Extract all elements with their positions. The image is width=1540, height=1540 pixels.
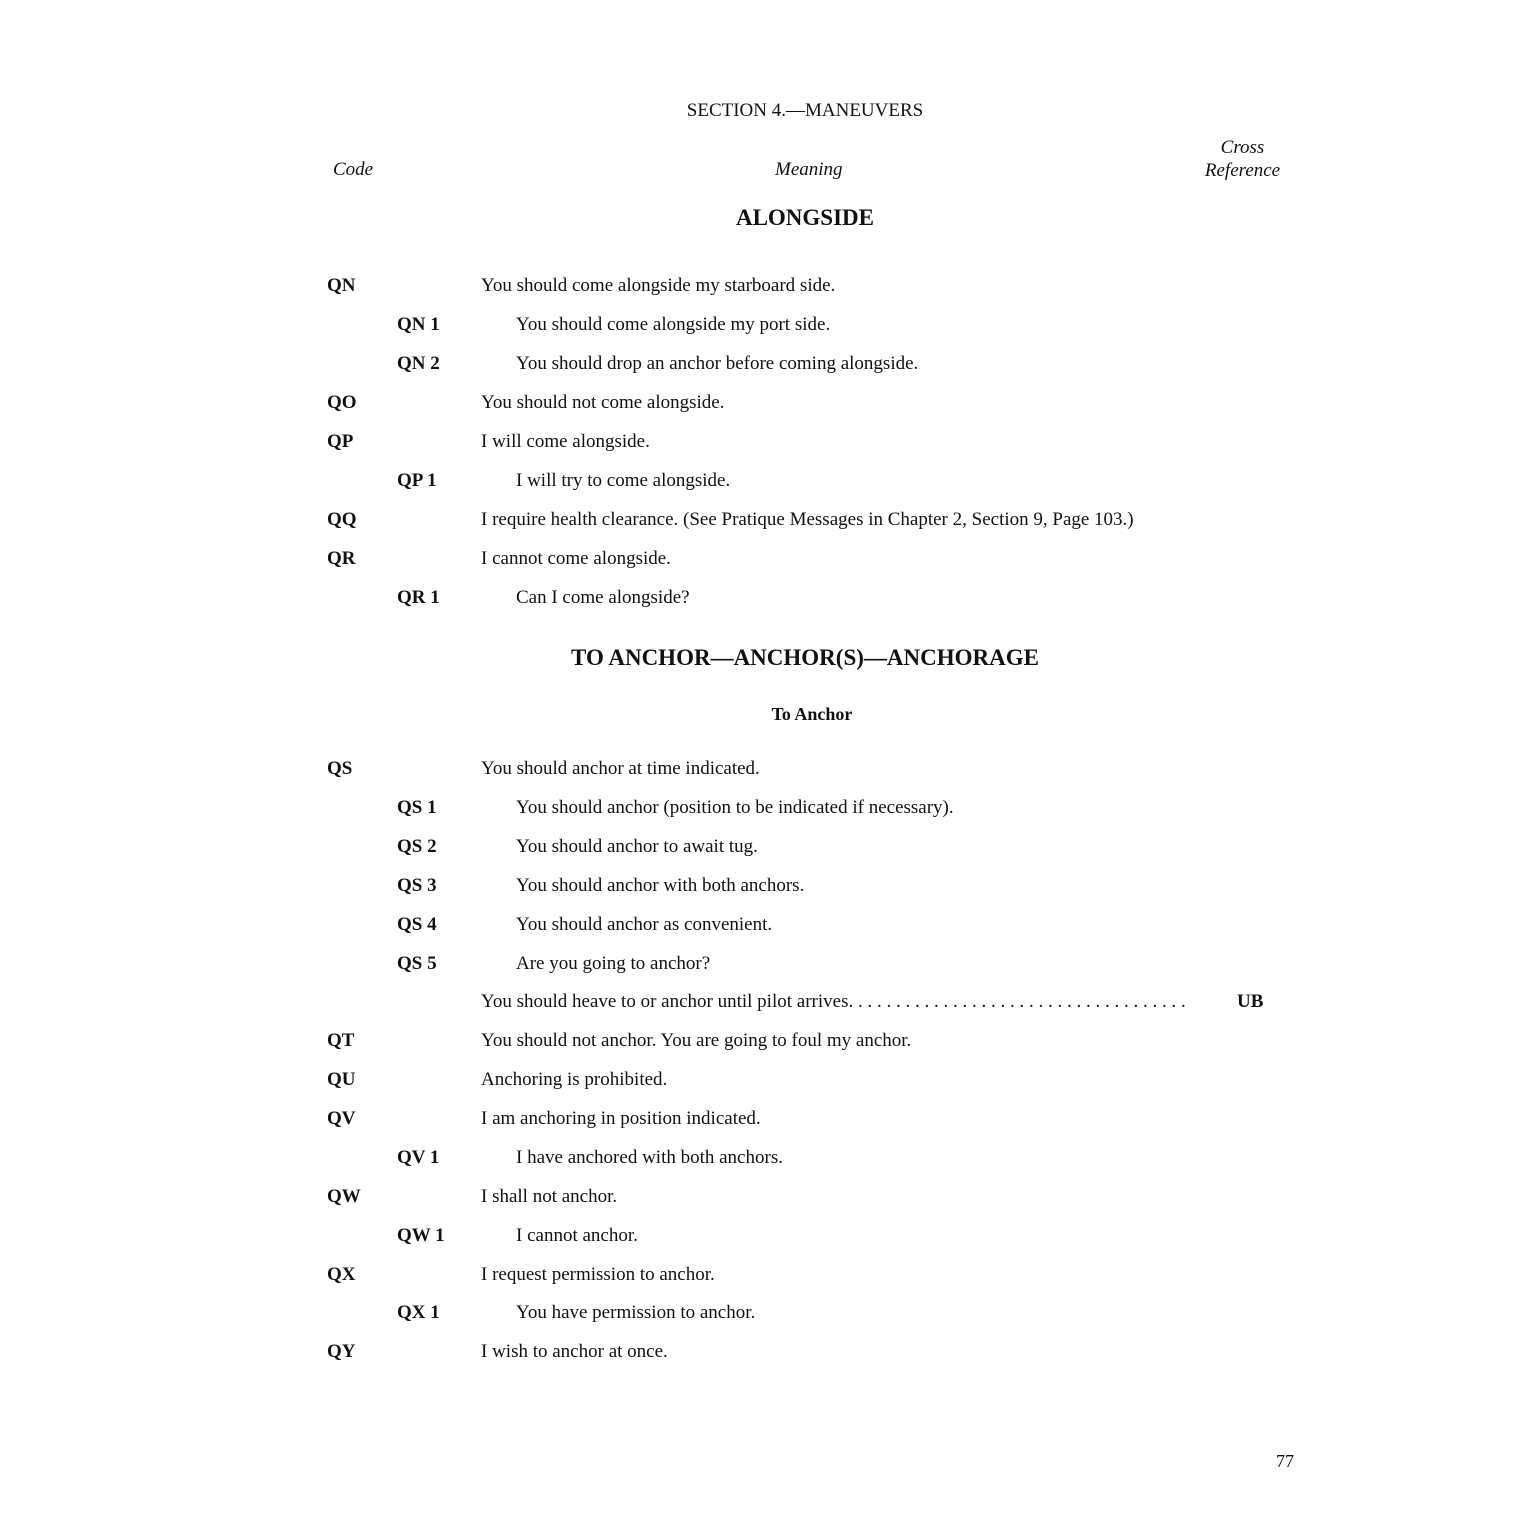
- signal-code: QW: [327, 1186, 361, 1207]
- signal-code: QW 1: [397, 1225, 445, 1246]
- table-row: [0, 1341, 1540, 1371]
- table-row: [0, 1069, 1540, 1099]
- signal-meaning: You should come alongside my starboard side.: [481, 275, 836, 296]
- signal-code: QS: [327, 758, 353, 779]
- signal-meaning: I shall not anchor.: [481, 1186, 618, 1207]
- section-title: SECTION 4.—MANEUVERS: [686, 100, 924, 121]
- table-row: [0, 548, 1540, 578]
- signal-meaning: I wish to anchor at once.: [481, 1341, 668, 1362]
- signal-code: QN: [327, 275, 356, 296]
- signal-code: QR: [327, 548, 356, 569]
- table-row: [0, 353, 1540, 383]
- signal-code: QV: [327, 1108, 356, 1129]
- signal-code: QS 5: [397, 953, 437, 974]
- signal-meaning: You have permission to anchor.: [516, 1302, 756, 1323]
- subheading-to-anchor: To Anchor: [771, 704, 853, 724]
- signal-meaning: You should anchor with both anchors.: [516, 875, 805, 896]
- signal-code: QU: [327, 1069, 356, 1090]
- table-row: [0, 392, 1540, 422]
- table-row: [0, 509, 1540, 539]
- table-row: [0, 875, 1540, 905]
- table-row: [0, 470, 1540, 500]
- signal-code: QX: [327, 1264, 356, 1285]
- signal-code: QO: [327, 392, 357, 413]
- signal-meaning: You should not anchor. You are going to foul my anchor.: [481, 1030, 912, 1051]
- signal-code: QS 1: [397, 797, 437, 818]
- signal-meaning: I request permission to anchor.: [481, 1264, 715, 1285]
- signal-meaning: I am anchoring in position indicated.: [481, 1108, 761, 1129]
- table-row-cross-reference: [0, 991, 1540, 1021]
- signal-meaning: Anchoring is prohibited.: [481, 1069, 668, 1090]
- signal-code: QN 1: [397, 314, 440, 335]
- signal-code: QS 3: [397, 875, 437, 896]
- column-header-code: Code: [333, 159, 374, 180]
- table-row: [0, 587, 1540, 617]
- table-row: [0, 758, 1540, 788]
- signal-meaning: I will try to come alongside.: [516, 470, 731, 491]
- signal-meaning: Can I come alongside?: [516, 587, 690, 608]
- table-row: [0, 1264, 1540, 1294]
- cross-reference-code: UB: [1237, 991, 1264, 1012]
- cross-reference-line-2: Reference: [1204, 160, 1281, 181]
- table-row: [0, 836, 1540, 866]
- table-row: [0, 1030, 1540, 1060]
- cross-reference-line-1: Cross: [1220, 137, 1265, 158]
- signal-code: QN 2: [397, 353, 440, 374]
- signal-code: QT: [327, 1030, 355, 1051]
- table-row: [0, 953, 1540, 983]
- table-row: [0, 314, 1540, 344]
- signal-code: QS 4: [397, 914, 437, 935]
- table-row: [0, 1302, 1540, 1332]
- signal-code: QQ: [327, 509, 357, 530]
- signal-meaning: You should drop an anchor before coming alongside.: [516, 353, 919, 374]
- signal-code: QY: [327, 1341, 356, 1362]
- signal-meaning: You should anchor (position to be indicated if necessary).: [516, 797, 954, 818]
- column-header-cross-reference: [1200, 136, 1285, 182]
- signal-meaning: You should heave to or anchor until pilot arrives. . . . . . . . . . . . . . . . . . . . . . . . . . . . . . . . . . . .: [481, 991, 1186, 1012]
- signal-meaning: I cannot come alongside.: [481, 548, 671, 569]
- column-header-meaning: Meaning: [775, 159, 843, 180]
- signal-code: QP 1: [397, 470, 437, 491]
- signal-meaning: I require health clearance. (See Pratique Messages in Chapter 2, Section 9, Page 103.): [481, 509, 1134, 530]
- signal-meaning: I cannot anchor.: [516, 1225, 638, 1246]
- heading-to-anchor: TO ANCHOR—ANCHOR(S)—ANCHORAGE: [571, 645, 1039, 670]
- signal-meaning: You should anchor at time indicated.: [481, 758, 760, 779]
- signal-meaning: I have anchored with both anchors.: [516, 1147, 783, 1168]
- heading-alongside: ALONGSIDE: [735, 205, 875, 230]
- signal-code: QV 1: [397, 1147, 440, 1168]
- table-row: [0, 914, 1540, 944]
- signal-code: QR 1: [397, 587, 440, 608]
- table-row: [0, 1108, 1540, 1138]
- signal-meaning: I will come alongside.: [481, 431, 650, 452]
- signal-code: QS 2: [397, 836, 437, 857]
- signal-meaning: You should anchor as convenient.: [516, 914, 773, 935]
- table-row: [0, 1186, 1540, 1216]
- table-row: [0, 1225, 1540, 1255]
- table-row: [0, 1147, 1540, 1177]
- signal-meaning: Are you going to anchor?: [516, 953, 711, 974]
- signal-meaning: You should not come alongside.: [481, 392, 725, 413]
- table-row: [0, 797, 1540, 827]
- table-row: [0, 431, 1540, 461]
- table-row: [0, 275, 1540, 305]
- page-number: 77: [1276, 1451, 1294, 1471]
- signal-code: QP: [327, 431, 354, 452]
- signal-meaning: You should come alongside my port side.: [516, 314, 831, 335]
- signal-code: QX 1: [397, 1302, 440, 1323]
- signal-meaning: You should anchor to await tug.: [516, 836, 758, 857]
